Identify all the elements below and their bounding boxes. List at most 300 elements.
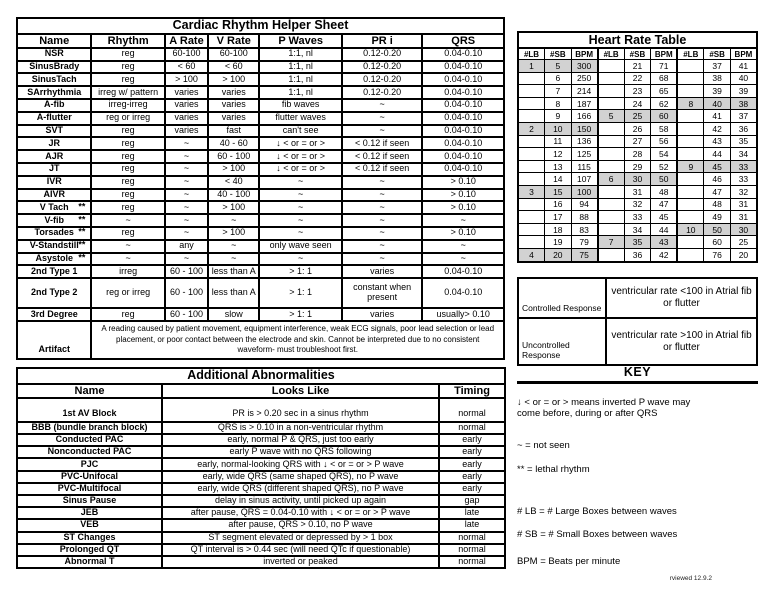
rhythm-cell: ~ (342, 253, 422, 266)
rhythm-cell: > 0.10 (422, 201, 504, 214)
column-header-rhythm: Rhythm (91, 34, 164, 48)
hr-cell: 30 (624, 173, 651, 186)
hr-cell: 2 (518, 122, 545, 135)
cardiac-rhythm-table (16, 17, 505, 360)
rhythm-name-cell (17, 214, 91, 227)
rhythm-cell: varies (165, 99, 208, 112)
hr-cell: 32 (624, 198, 651, 211)
rhythm-name: IVR (46, 176, 62, 187)
hr-cell: 46 (704, 173, 731, 186)
abnormality-timing-cell: gap (439, 495, 505, 507)
hr-cell: 56 (651, 135, 678, 148)
key-item-lethal: ** = lethal rhythm (517, 463, 590, 475)
controlled-response-value: ventricular rate <100 in Atrial fib or flutter (606, 278, 757, 318)
rhythm-row (17, 163, 504, 176)
abnormality-name-cell: Sinus Pause (17, 495, 162, 507)
rhythm-cell: reg (91, 150, 164, 163)
abnormality-row (17, 471, 505, 483)
lethal-marker: ** (78, 239, 86, 250)
hr-cell (598, 211, 625, 224)
hr-cell: 27 (624, 135, 651, 148)
hr-cell (598, 148, 625, 161)
rhythm-cell: varies (208, 99, 259, 112)
column-header-qrs: QRS (422, 34, 504, 48)
hr-column-header: #LB (518, 48, 545, 60)
hr-cell (677, 185, 704, 198)
hr-cell: 6 (545, 72, 572, 85)
hr-cell: 34 (624, 223, 651, 236)
abnormality-looks-like-cell: after pause, QRS > 0.10, no P wave (162, 519, 439, 531)
hr-cell: 24 (624, 97, 651, 110)
hr-cell: 3 (518, 185, 545, 198)
lethal-marker: ** (78, 214, 86, 224)
rhythm-cell: 0.04-0.10 (422, 112, 504, 125)
rhythm-cell: < 60 (208, 61, 259, 74)
rhythm-cell: < 0.12 if seen (342, 163, 422, 176)
rhythm-cell: ~ (91, 214, 164, 227)
hr-cell: 43 (651, 236, 678, 249)
hr-cell (598, 248, 625, 261)
hr-cell: 10 (677, 223, 704, 236)
hr-cell: 29 (624, 160, 651, 173)
rhythm-cell: irreg w/ pattern (91, 86, 164, 99)
rhythm-cell: ~ (165, 137, 208, 150)
rhythm-row (17, 201, 504, 214)
hr-cell (677, 248, 704, 261)
abnormality-name-cell: JEB (17, 507, 162, 519)
rhythm-cell: ~ (422, 214, 504, 227)
rhythm-cell: 0.04-0.10 (422, 73, 504, 86)
hr-row (518, 72, 757, 85)
rhythm-name: SVT (45, 125, 63, 136)
hr-cell: 41 (730, 60, 757, 73)
abnormality-name-cell: ST Changes (17, 532, 162, 544)
abnormality-name-cell: PVC-Unifocal (17, 471, 162, 483)
rhythm-cell: ~ (342, 189, 422, 202)
abnormality-timing-cell: normal (439, 532, 505, 544)
abnormality-name-cell: Prolonged QT (17, 544, 162, 556)
hr-cell: 44 (704, 148, 731, 161)
rhythm-cell: 0.04-0.10 (422, 48, 504, 61)
hr-cell (518, 223, 545, 236)
abnormality-name-cell: Abnormal T (17, 556, 162, 568)
hr-cell: 45 (651, 211, 678, 224)
abn-table-title-row (17, 368, 505, 384)
abnormality-timing-cell: late (439, 519, 505, 531)
rhythm-row (17, 99, 504, 112)
rhythm-cell: ~ (259, 227, 342, 240)
rhythm-row (17, 61, 504, 74)
rhythm-cell: ~ (91, 240, 164, 253)
hr-cell: 36 (730, 122, 757, 135)
abnormality-timing-cell: early (439, 458, 505, 470)
hr-cell: 4 (518, 248, 545, 261)
rhythm-cell: varies (165, 86, 208, 99)
key-section (517, 365, 758, 582)
hr-cell: 125 (571, 148, 598, 161)
rhythm-row (17, 86, 504, 99)
hr-cell: 187 (571, 97, 598, 110)
rhythm-cell: > 100 (208, 73, 259, 86)
column-header-looks-like: Looks Like (162, 384, 439, 398)
rhythm-cell: reg (91, 176, 164, 189)
hr-cell: 25 (624, 110, 651, 123)
rhythm-name: NSR (44, 48, 64, 59)
rhythm-name: AIVR (43, 189, 65, 200)
rhythm-cell: 0.04-0.10 (422, 86, 504, 99)
rhythm-cell: slow (208, 308, 259, 321)
rhythm-cell: 60 - 100 (165, 278, 208, 308)
rhythm-cell: ~ (342, 125, 422, 138)
hr-cell (677, 148, 704, 161)
rhythm-cell: reg (91, 73, 164, 86)
rhythm-name-cell (17, 253, 91, 266)
column-header-a-rate: A Rate (165, 34, 208, 48)
abnormality-looks-like-cell: early, normal-looking QRS with ↓ < or = or > P wave (162, 458, 439, 470)
abnormality-row (17, 483, 505, 495)
rhythm-cell: 0.04-0.10 (422, 163, 504, 176)
rhythm-cell: ~ (165, 150, 208, 163)
hr-cell: 31 (624, 185, 651, 198)
lethal-marker: ** (78, 201, 86, 212)
rhythm-name-cell (17, 176, 91, 189)
abnormality-row (17, 422, 505, 434)
rhythm-cell: irreg-irreg (91, 99, 164, 112)
hr-cell: 300 (571, 60, 598, 73)
hr-column-header: BPM (730, 48, 757, 60)
hr-cell (518, 135, 545, 148)
rhythm-cell: ~ (91, 253, 164, 266)
abnormality-looks-like-cell: inverted or peaked (162, 556, 439, 568)
hr-cell: 60 (704, 236, 731, 249)
rhythm-cell: 0.04-0.10 (422, 265, 504, 278)
abnormality-name-cell: PJC (17, 458, 162, 470)
abnormality-row (17, 544, 505, 556)
rhythm-name-cell (17, 150, 91, 163)
rhythm-cell: fib waves (259, 99, 342, 112)
hr-cell: 50 (651, 173, 678, 186)
hr-row (518, 60, 757, 73)
hr-cell: 100 (571, 185, 598, 198)
rhythm-cell: 0.12-0.20 (342, 73, 422, 86)
hr-cell: 15 (545, 185, 572, 198)
hr-column-header: #LB (598, 48, 625, 60)
rhythm-cell: 0.04-0.10 (422, 99, 504, 112)
rhythm-cell: 60-100 (165, 48, 208, 61)
hr-cell (598, 198, 625, 211)
hr-cell: 39 (704, 85, 731, 98)
rhythm-name: 2nd Type 2 (31, 287, 78, 298)
rhythm-name: V-fib (44, 214, 64, 225)
abnormality-looks-like-cell: early, wide QRS (different shaped QRS), no P wave (162, 483, 439, 495)
rhythm-cell: reg (91, 189, 164, 202)
lethal-marker: ** (78, 252, 86, 263)
hr-cell: 25 (730, 236, 757, 249)
hr-row (518, 122, 757, 135)
hr-cell (677, 211, 704, 224)
key-item-lb: # LB = # Large Boxes between waves (517, 506, 677, 518)
hr-row (518, 185, 757, 198)
rhythm-cell: > 1: 1 (259, 308, 342, 321)
hr-cell: 42 (704, 122, 731, 135)
rhythm-cell: > 100 (208, 163, 259, 176)
hr-cell: 39 (730, 85, 757, 98)
hr-cell (518, 173, 545, 186)
rhythm-cell: less than A (208, 278, 259, 308)
rhythm-cell: ~ (165, 163, 208, 176)
rhythm-cell: reg or irreg (91, 112, 164, 125)
rhythm-cell: flutter waves (259, 112, 342, 125)
rhythm-cell: 40 - 100 (208, 189, 259, 202)
lethal-marker: ** (78, 227, 86, 237)
hr-cell (677, 60, 704, 73)
hr-cell (598, 97, 625, 110)
rhythm-cell: usually> 0.10 (422, 308, 504, 321)
hr-cell: 40 (704, 97, 731, 110)
rhythm-cell: less than A (208, 265, 259, 278)
abnormality-row (17, 458, 505, 470)
rhythm-cell: ~ (342, 227, 422, 240)
hr-cell: 17 (545, 211, 572, 224)
hr-column-header: #SB (704, 48, 731, 60)
rhythm-cell: varies (165, 125, 208, 138)
rhythm-name-cell (17, 240, 91, 253)
rhythm-cell: ~ (208, 214, 259, 227)
rhythm-cell: ↓ < or = or > (259, 137, 342, 150)
hr-cell: 150 (571, 122, 598, 135)
hr-cell: 47 (704, 185, 731, 198)
rhythm-cell: irreg (91, 265, 164, 278)
column-header-pr-i: PR i (342, 34, 422, 48)
hr-cell: 20 (545, 248, 572, 261)
hr-cell (677, 85, 704, 98)
abnormality-row (17, 556, 505, 568)
uncontrolled-response-label: Uncontrolled Response (518, 318, 606, 365)
rhythm-name: SinusTach (31, 73, 77, 84)
hr-cell: 20 (730, 248, 757, 261)
rhythm-cell: > 0.10 (422, 189, 504, 202)
hr-cell: 23 (624, 85, 651, 98)
rhythm-cell: ~ (208, 240, 259, 253)
abnormality-timing-cell: normal (439, 398, 505, 422)
rhythm-cell: ~ (259, 201, 342, 214)
hr-cell: 214 (571, 85, 598, 98)
rhythm-row (17, 137, 504, 150)
key-item-not-seen: ~ = not seen (517, 440, 570, 452)
hr-row (518, 110, 757, 123)
hr-cell (518, 198, 545, 211)
hr-cell: 26 (624, 122, 651, 135)
rhythm-name: A-flutter (36, 112, 72, 123)
abn-table-title: Additional Abnormalities (17, 368, 505, 384)
hr-row (518, 223, 757, 236)
rhythm-cell: < 0.12 if seen (342, 150, 422, 163)
rhythm-name-cell (17, 99, 91, 112)
hr-row (518, 173, 757, 186)
rhythm-cell: ~ (422, 240, 504, 253)
column-header-v-rate: V Rate (208, 34, 259, 48)
rhythm-cell: ~ (208, 253, 259, 266)
hr-cell: 75 (571, 248, 598, 261)
rhythm-cell: ↓ < or = or > (259, 163, 342, 176)
rhythm-cell: 0.04-0.10 (422, 137, 504, 150)
hr-cell: 79 (571, 236, 598, 249)
rhythm-cell: < 0.12 if seen (342, 137, 422, 150)
hr-cell: 44 (651, 223, 678, 236)
abnormality-looks-like-cell: early P wave with no QRS following (162, 446, 439, 458)
rhythm-cell: 0.04-0.10 (422, 150, 504, 163)
column-header-p-waves: P Waves (259, 34, 342, 48)
rhythm-cell: ~ (165, 201, 208, 214)
abnormality-timing-cell: normal (439, 422, 505, 434)
main-table-header-row (17, 34, 504, 48)
rhythm-row (17, 150, 504, 163)
abnormality-name-cell: Nonconducted PAC (17, 446, 162, 458)
hr-cell: 250 (571, 72, 598, 85)
abnormality-timing-cell: normal (439, 544, 505, 556)
hr-cell: 12 (545, 148, 572, 161)
rhythm-name-cell (17, 61, 91, 74)
hr-cell: 14 (545, 173, 572, 186)
main-table-title: Cardiac Rhythm Helper Sheet (17, 18, 504, 34)
hr-cell: 34 (730, 148, 757, 161)
hr-cell: 10 (545, 122, 572, 135)
rhythm-cell: 60 - 100 (165, 265, 208, 278)
rhythm-cell: 0.12-0.20 (342, 48, 422, 61)
rhythm-name-cell (17, 86, 91, 99)
rhythm-cell: 1:1, nl (259, 61, 342, 74)
abnormality-name-cell: Conducted PAC (17, 434, 162, 446)
hr-table-title: Heart Rate Table (518, 32, 757, 48)
abnormality-looks-like-cell: early, normal P & QRS, just too early (162, 434, 439, 446)
hr-row (518, 236, 757, 249)
rhythm-cell: reg (91, 137, 164, 150)
hr-cell (677, 122, 704, 135)
abnormality-timing-cell: early (439, 471, 505, 483)
abnormality-row (17, 532, 505, 544)
rhythm-cell: ~ (342, 112, 422, 125)
abnormality-timing-cell: late (439, 507, 505, 519)
rhythm-name: SinusBrady (29, 61, 80, 72)
abnormality-name-cell: BBB (bundle branch block) (17, 422, 162, 434)
hr-cell (677, 173, 704, 186)
rhythm-cell: 1:1, nl (259, 73, 342, 86)
hr-cell: 6 (598, 173, 625, 186)
rhythm-row (17, 214, 504, 227)
rhythm-cell: ~ (342, 99, 422, 112)
abnormality-name-cell: 1st AV Block (17, 398, 162, 422)
rhythm-cell: > 100 (208, 201, 259, 214)
hr-table-title-row (518, 32, 757, 48)
hr-cell (598, 85, 625, 98)
hr-cell (518, 72, 545, 85)
abnormality-looks-like-cell: PR is > 0.20 sec in a sinus rhythm (162, 398, 439, 422)
rhythm-cell: 0.04-0.10 (422, 61, 504, 74)
hr-cell: 41 (704, 110, 731, 123)
hr-cell: 71 (651, 60, 678, 73)
hr-cell: 48 (704, 198, 731, 211)
rhythm-row (17, 176, 504, 189)
hr-cell: 33 (730, 160, 757, 173)
hr-cell: 68 (651, 72, 678, 85)
rhythm-name: V Tach (39, 201, 69, 212)
rhythm-cell: varies (165, 112, 208, 125)
heart-rate-table (517, 31, 758, 263)
hr-cell: 42 (651, 248, 678, 261)
rhythm-cell: 0.04-0.10 (422, 278, 504, 308)
rhythm-cell: ~ (422, 253, 504, 266)
hr-cell (677, 198, 704, 211)
hr-cell: 45 (704, 160, 731, 173)
rhythm-row (17, 73, 504, 86)
rhythm-cell: 60-100 (208, 48, 259, 61)
abnormality-row (17, 507, 505, 519)
rhythm-name: JT (48, 163, 60, 174)
hr-cell: 33 (624, 211, 651, 224)
hr-cell: 35 (730, 135, 757, 148)
rhythm-name: V-Standstill (29, 240, 79, 251)
rhythm-cell: 1:1, nl (259, 48, 342, 61)
rhythm-cell: only wave seen (259, 240, 342, 253)
hr-row (518, 198, 757, 211)
rhythm-row (17, 265, 504, 278)
rhythm-cell: 60 - 100 (165, 308, 208, 321)
rhythm-name: 2nd Type 1 (31, 265, 78, 276)
hr-cell: 35 (624, 236, 651, 249)
controlled-response-row (518, 278, 757, 318)
hr-column-header: BPM (571, 48, 598, 60)
rhythm-cell: > 1: 1 (259, 265, 342, 278)
hr-cell: 37 (704, 60, 731, 73)
abnormality-looks-like-cell: early, wide QRS (same shaped QRS), no P wave (162, 471, 439, 483)
abnormality-row (17, 495, 505, 507)
abnormality-row (17, 519, 505, 531)
rhythm-cell: constant when present (342, 278, 422, 308)
hr-cell: 38 (704, 72, 731, 85)
key-item-inverted-p: ↓ < or = or > means inverted P wave may come before, during or after QRS (517, 396, 691, 419)
hr-column-header: #SB (624, 48, 651, 60)
key-divider (517, 381, 758, 384)
rhythm-cell: any (165, 240, 208, 253)
uncontrolled-response-value: ventricular rate >100 in Atrial fib or flutter (606, 318, 757, 365)
hr-cell: 52 (651, 160, 678, 173)
hr-cell (518, 160, 545, 173)
rhythm-name-cell (17, 189, 91, 202)
rhythm-cell: reg (91, 201, 164, 214)
hr-cell: 60 (651, 110, 678, 123)
rhythm-name: A-fib (43, 99, 65, 110)
hr-cell: 43 (704, 135, 731, 148)
abnormality-timing-cell: early (439, 483, 505, 495)
key-item-sb: # SB = # Small Boxes between waves (517, 529, 678, 541)
rhythm-row (17, 189, 504, 202)
hr-column-header: BPM (651, 48, 678, 60)
hr-cell: 8 (677, 97, 704, 110)
hr-cell: 1 (518, 60, 545, 73)
rhythm-cell: > 100 (165, 73, 208, 86)
hr-cell: 115 (571, 160, 598, 173)
hr-cell: 28 (624, 148, 651, 161)
rhythm-name: AJR (45, 150, 64, 161)
rhythm-row (17, 308, 504, 321)
rhythm-cell: ~ (259, 176, 342, 189)
abnormality-timing-cell: early (439, 434, 505, 446)
rhythm-cell: reg (91, 308, 164, 321)
key-item-bpm: BPM = Beats per minute (517, 555, 621, 567)
hr-cell: 48 (651, 185, 678, 198)
rhythm-cell: ~ (165, 189, 208, 202)
column-header-timing: Timing (439, 384, 505, 398)
